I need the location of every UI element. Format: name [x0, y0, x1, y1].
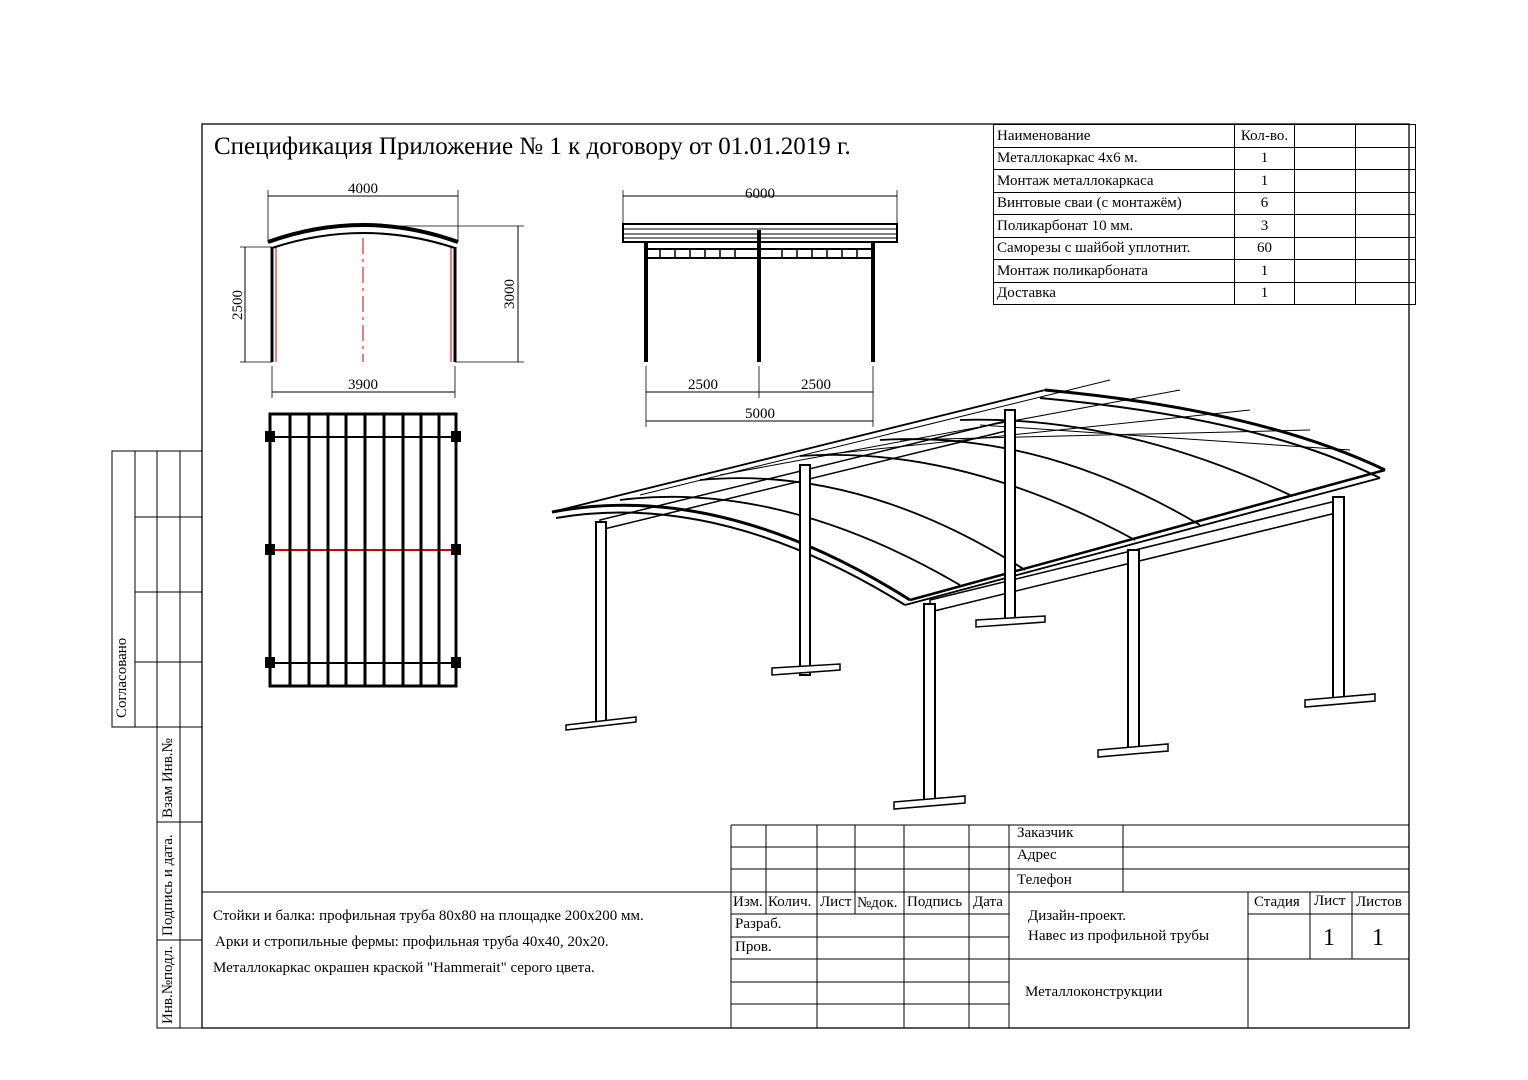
row-name: Монтаж поликарбоната — [994, 260, 1235, 283]
specification-table — [993, 124, 1416, 305]
empty-cell — [1295, 170, 1356, 193]
row-name: Винтовые сваи (с монтажём) — [994, 192, 1235, 215]
front-view — [240, 190, 524, 398]
dim-side-left-span: 2500 — [688, 377, 718, 393]
stamp-sheet-num: 1 — [1323, 925, 1335, 951]
empty-cell — [1295, 260, 1356, 283]
dim-front-top: 4000 — [348, 181, 378, 197]
empty-cell — [1295, 147, 1356, 170]
table-header-row — [994, 125, 1416, 148]
row-qty: 1 — [1235, 170, 1295, 193]
table-row — [994, 282, 1416, 305]
stamp-sheets: Листов — [1356, 894, 1402, 910]
empty-cell — [1295, 125, 1356, 148]
stamp-phone: Телефон — [1017, 872, 1072, 888]
dim-side-right-span: 2500 — [801, 377, 831, 393]
row-qty: 1 — [1235, 282, 1295, 305]
row-name: Металлокаркас 4х6 м. — [994, 147, 1235, 170]
stamp-stage: Стадия — [1254, 894, 1300, 910]
header-qty: Кол-во. — [1235, 125, 1295, 148]
row-name: Поликарбонат 10 мм. — [994, 215, 1235, 238]
empty-cell — [1356, 282, 1416, 305]
side-label-podpis-data: Подпись и дата. — [160, 834, 176, 936]
stamp-col-kolich: Колич. — [768, 894, 812, 910]
table-row — [994, 237, 1416, 260]
row-name: Доставка — [994, 282, 1235, 305]
empty-cell — [1356, 170, 1416, 193]
empty-cell — [1356, 215, 1416, 238]
stamp-project-line2: Навес из профильной трубы — [1028, 928, 1210, 944]
stamp-customer: Заказчик — [1017, 825, 1074, 841]
row-qty: 60 — [1235, 237, 1295, 260]
stamp-col-ndok: №док. — [857, 895, 898, 911]
side-label-vzam: Взам Инв.№ — [160, 738, 176, 818]
empty-cell — [1356, 125, 1416, 148]
dim-front-left: 2500 — [230, 290, 246, 320]
empty-cell — [1295, 215, 1356, 238]
dim-front-bottom: 3900 — [348, 377, 378, 393]
stamp-org: Металлоконструкции — [1025, 984, 1163, 1000]
isometric-bases — [566, 616, 1375, 809]
stamp-prov: Пров. — [735, 939, 772, 955]
note-arches: Арки и стропильные фермы: профильная труба 40х40, 20х20. — [215, 934, 609, 950]
dim-side-top: 6000 — [745, 186, 775, 202]
stamp-col-data: Дата — [973, 894, 1003, 910]
note-paint: Металлокаркас окрашен краской "Hammerait" серого цвета. — [213, 960, 595, 976]
stamp-razrab: Разраб. — [735, 916, 782, 932]
empty-cell — [1356, 260, 1416, 283]
empty-cell — [1356, 237, 1416, 260]
stamp-sheet: Лист — [1314, 893, 1346, 909]
table-row — [994, 147, 1416, 170]
empty-cell — [1356, 147, 1416, 170]
note-posts: Стойки и балка: профильная труба 80х80 на площадке 200х200 мм. — [213, 908, 644, 924]
page-title: Спецификация Приложение № 1 к договору от 01.01.2019 г. — [214, 133, 851, 160]
row-name: Монтаж металлокаркаса — [994, 170, 1235, 193]
stamp-col-list: Лист — [820, 894, 852, 910]
stamp-address: Адрес — [1017, 847, 1057, 863]
side-label-agreed: Согласовано — [114, 637, 130, 718]
table-row — [994, 215, 1416, 238]
empty-cell — [1356, 192, 1416, 215]
row-qty: 3 — [1235, 215, 1295, 238]
row-qty: 1 — [1235, 260, 1295, 283]
table-row — [994, 170, 1416, 193]
side-view — [623, 190, 897, 427]
table-row — [994, 260, 1416, 283]
isometric-view — [552, 380, 1385, 612]
stamp-sheets-num: 1 — [1372, 925, 1384, 951]
dim-front-right: 3000 — [502, 279, 518, 309]
stamp-col-podpis: Подпись — [907, 894, 963, 910]
dim-side-total: 5000 — [745, 406, 775, 422]
left-strip — [112, 451, 202, 1028]
empty-cell — [1295, 192, 1356, 215]
row-name: Саморезы с шайбой уплотнит. — [994, 237, 1235, 260]
table-row — [994, 192, 1416, 215]
stamp-col-izm: Изм. — [733, 894, 763, 910]
row-qty: 1 — [1235, 147, 1295, 170]
row-qty: 6 — [1235, 192, 1295, 215]
stamp-grid — [202, 825, 1409, 1028]
plan-view — [270, 414, 456, 686]
empty-cell — [1295, 237, 1356, 260]
side-label-inv-podl: Инв.№подл. — [160, 946, 176, 1024]
empty-cell — [1295, 282, 1356, 305]
header-name: Наименование — [994, 125, 1235, 148]
stamp-project-line1: Дизайн-проект. — [1028, 908, 1127, 924]
